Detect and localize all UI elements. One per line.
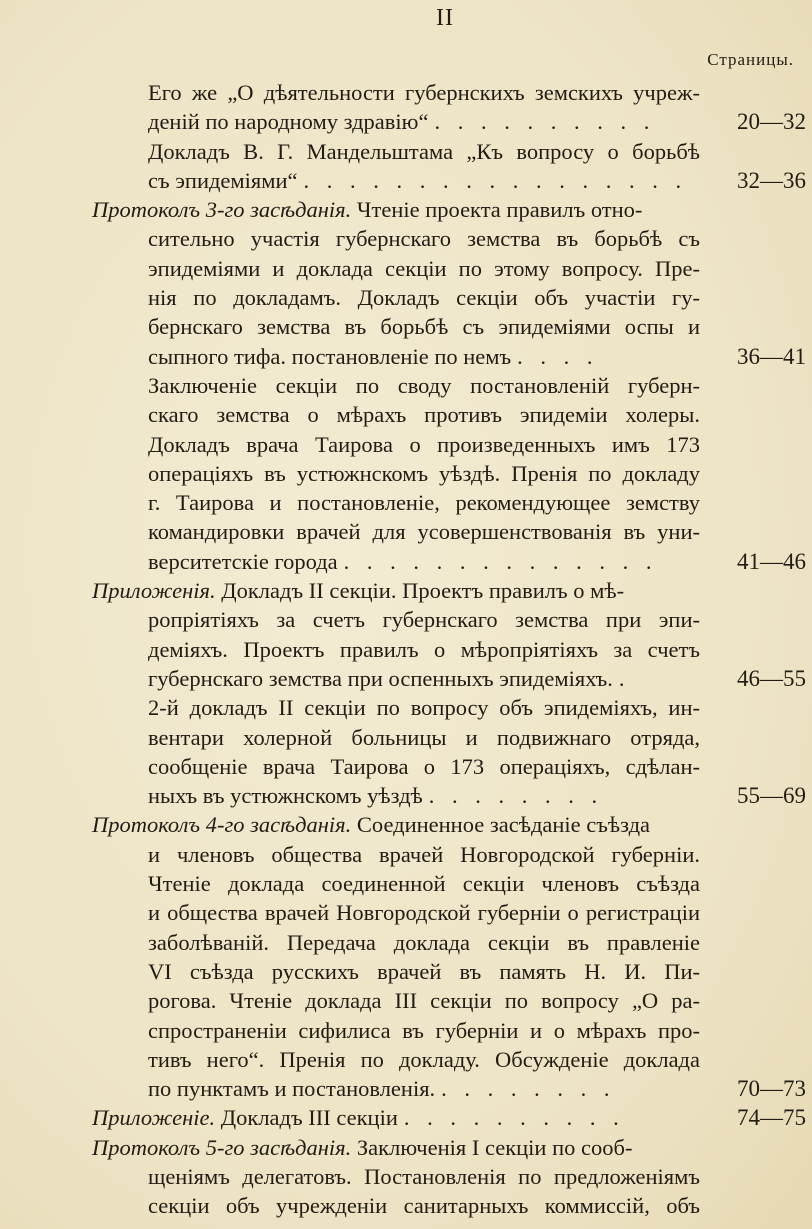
section-title: Приложенія. [92, 578, 216, 604]
entry-text: бернскаго земства въ борьбѣ съ эпидеміями оспы и [148, 314, 700, 340]
entry-text: Докладъ II секціи. Проектъ правилъ о мѣ- [221, 578, 625, 604]
toc-line [92, 988, 806, 1017]
toc-line [92, 607, 806, 636]
entry-text: сительно участія губернскаго земства въ борьбѣ съ [148, 226, 700, 252]
entry-text: верситетскіе города [148, 548, 338, 574]
toc-line [92, 1105, 806, 1134]
toc-line [92, 783, 806, 812]
toc-line [92, 1135, 806, 1164]
toc-line [92, 519, 806, 548]
page-range: 36—41 [737, 343, 806, 369]
entry-text: Чтеніе проекта правилъ отно- [356, 197, 643, 223]
entry-text: спространеніи сифилиса въ губерніи и о мѣрахъ про- [148, 1017, 700, 1043]
toc-line [92, 930, 806, 959]
entry-text: сыпного тифа. постановленіе по немъ [148, 343, 512, 369]
entry-text: Соединенное засѣданіе съѣзда [356, 812, 651, 838]
toc-line [92, 1193, 806, 1222]
entry-text: по пунктамъ и постановленія. [148, 1076, 436, 1102]
toc-line [92, 226, 806, 255]
toc-line [92, 1164, 806, 1193]
toc-line [92, 871, 806, 900]
table-of-contents [92, 80, 806, 1223]
pages-column-header: Страницы. [707, 50, 794, 69]
entry-text: щеніямъ делегатовъ. Постановленія по предложеніямъ [148, 1163, 700, 1189]
entry-text: Заключеніе секціи по своду постановленій губерн- [148, 372, 700, 398]
toc-line [92, 842, 806, 871]
toc-line [92, 549, 806, 578]
page-range: 74—75 [737, 1105, 806, 1131]
toc-entry [92, 197, 806, 578]
entry-text: съ эпидеміями“ [148, 167, 298, 193]
entry-text: г. Таирова и постановленіе, рекомендующее земству [148, 490, 700, 516]
entry-text: губернскаго земства при оспенныхъ эпидеміяхъ. [148, 665, 613, 691]
entry-text: ропріятіяхъ за счетъ губернскаго земства при эпи- [148, 607, 700, 633]
entry-text: нія по докладамъ. Докладъ секціи объ участіи гу- [148, 285, 700, 311]
entry-text: операціяхъ въ устюжнскомъ уѣздѣ. Пренія по докладу [148, 460, 700, 486]
entry-text: 2-й докладъ II секціи по вопросу объ эпидеміяхъ, ин- [148, 695, 700, 721]
entry-text: эпидеміями и доклада секціи по этому вопросу. Пре- [148, 255, 700, 281]
entry-text: и общества врачей Новгородской губерніи о регистраціи [148, 900, 700, 926]
toc-entry [92, 80, 806, 197]
entry-text: сообщеніе врача Таирова о 173 операціяхъ, сдѣлан- [148, 753, 700, 779]
toc-line [92, 637, 806, 666]
entry-text: деміяхъ. Проектъ правилъ о мѣропріятіяхъ за счетъ [148, 636, 700, 662]
entry-text: тивъ него“. Пренія по докладу. Обсужденіе доклада [148, 1046, 700, 1072]
toc-entry [92, 1105, 806, 1134]
entry-text: Докладъ В. Г. Мандельштама „Къ вопросу о борьбѣ [148, 138, 700, 164]
toc-entry [92, 1135, 806, 1223]
toc-line [92, 461, 806, 490]
toc-line [92, 578, 806, 607]
entry-text: Его же „О дѣятельности губернскихъ земскихъ учреж- [148, 80, 700, 105]
page-range: 20—32 [737, 109, 806, 135]
section-title: Протоколъ 3-го засѣданія. [92, 197, 352, 223]
toc-line [92, 109, 806, 138]
entry-text: ныхъ въ устюжнскомъ уѣздѣ [148, 783, 423, 809]
dot-leader: . . . . . . . . [441, 1076, 616, 1102]
entry-text: вентари холерной больницы и подвижнаго отряда, [148, 724, 700, 750]
entry-text: VI съѣзда русскихъ врачей въ память Н. И. Пи- [148, 958, 700, 984]
toc-line [92, 666, 806, 695]
entry-text: заболѣваній. Передача доклада секціи въ правленіе [148, 929, 700, 955]
toc-line [92, 344, 806, 373]
section-title: Приложеніе. [92, 1105, 216, 1131]
entry-text: Чтеніе доклада соединенной секціи членовъ съѣзда [148, 871, 700, 897]
toc-line [92, 900, 806, 929]
entry-text: Заключенія I секціи по сооб- [356, 1134, 633, 1160]
toc-entry [92, 578, 806, 812]
entry-text: Докладъ врача Таирова о произведенныхъ имъ 173 [148, 431, 700, 457]
toc-line [92, 402, 806, 431]
entry-text: Докладъ III секціи [220, 1105, 398, 1131]
toc-line [92, 139, 806, 168]
toc-line [92, 959, 806, 988]
entry-text: скаго земства о мѣрахъ противъ эпидеміи холеры. [148, 402, 700, 428]
toc-line [92, 812, 806, 841]
toc-line [92, 256, 806, 285]
entry-text: командировки врачей для усовершенствованія въ уни- [148, 519, 700, 545]
toc-line [92, 373, 806, 402]
page-range: 46—55 [737, 665, 806, 691]
toc-line [92, 432, 806, 461]
toc-line [92, 197, 806, 226]
dot-leader: . [618, 665, 631, 691]
toc-line [92, 80, 806, 109]
toc-line [92, 490, 806, 519]
section-title: Протоколъ 5-го засѣданія. [92, 1134, 352, 1160]
entry-text: рогова. Чтеніе доклада III секціи по вопросу „О ра- [148, 988, 700, 1014]
toc-line [92, 314, 806, 343]
toc-line [92, 285, 806, 314]
dot-leader: . . . . . . . . . . . . . . . . . [303, 167, 688, 193]
dot-leader: . . . . [517, 343, 599, 369]
dot-leader: . . . . . . . . [428, 783, 604, 809]
toc-line [92, 725, 806, 754]
toc-line [92, 1047, 806, 1076]
entry-text: и членовъ общества врачей Новгородской губерніи. [148, 841, 700, 867]
section-title: Протоколъ 4-го засѣданія. [92, 812, 352, 838]
page-range: 55—69 [737, 783, 806, 809]
page-range: 41—46 [737, 548, 806, 574]
page-range: 70—73 [737, 1076, 806, 1102]
toc-line [92, 754, 806, 783]
toc-line [92, 1018, 806, 1047]
dot-leader: . . . . . . . . . . . . . . [343, 548, 658, 574]
toc-line [92, 168, 806, 197]
entry-text: деній по народному здравію“ [148, 109, 429, 135]
toc-entry [92, 812, 806, 1105]
page-number: II [436, 5, 454, 31]
toc-line [92, 695, 806, 724]
entry-text: секціи объ учрежденіи санитарныхъ коммиссій, объ [148, 1193, 700, 1219]
page-range: 32—36 [737, 167, 806, 193]
dot-leader: . . . . . . . . . . [403, 1105, 625, 1131]
dot-leader: . . . . . . . . . . [434, 109, 656, 135]
toc-line [92, 1076, 806, 1105]
